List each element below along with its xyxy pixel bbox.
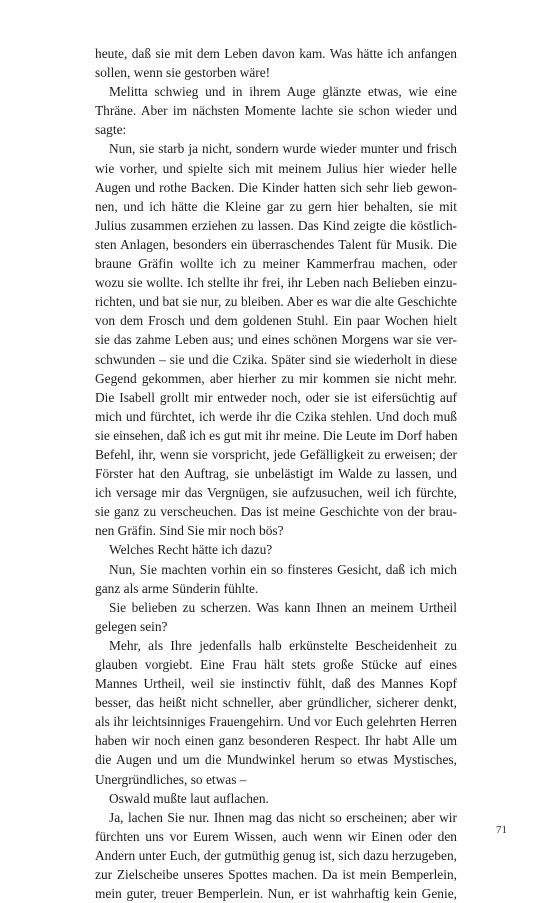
text-line: sten Anlagen, besonders ein überraschendes Talent für Musik. Die xyxy=(95,236,457,252)
text-line: Sie belieben zu scherzen. Was kann Ihnen an meinem Urtheil xyxy=(109,599,457,615)
text-line: Förster hat den Auftrag, sie unbelästigt im Walde zu lassen, und xyxy=(95,466,457,482)
text-line: braune Gräfin wollte ich zu meiner Kammerfrau machen, oder xyxy=(95,256,457,272)
body-text xyxy=(95,44,457,903)
text-line: besser, das heißt nicht schneller, aber gründlicher, sicherer denkt, xyxy=(95,695,457,711)
text-line: Ja, lachen Sie nur. Ihnen mag das nicht so erscheinen; aber wir xyxy=(109,809,457,825)
text-line: sie das zahme Leben aus; und eines schönen Morgens war sie ver- xyxy=(95,332,457,348)
text-line: Gegend gekommen, aber hierher zu mir kommen sie nicht mehr. xyxy=(95,370,457,386)
text-line: haben wir noch einen ganz besonderen Respect. Ihr habt Alle um xyxy=(95,733,457,749)
page-number: 71 xyxy=(496,824,507,836)
text-line: sollen, wenn sie gestorben wäre! xyxy=(95,65,271,81)
text-line: Befehl, ihr, wenn sie vorspricht, jede Gefälligkeit zu erweisen; der xyxy=(95,446,457,462)
text-line: ganz als arme Sünderin fühlte. xyxy=(95,580,259,596)
text-line: sie ganz zu verscheuchen. Das ist meine Geschichte von der brau- xyxy=(95,504,457,520)
text-line: Melitta schwieg und in ihrem Auge glänzte etwas, wie eine xyxy=(109,84,457,100)
text-line: Unergründliches, so etwas – xyxy=(95,771,247,787)
text-line: Welches Recht hätte ich dazu? xyxy=(109,542,273,558)
text-line: Mehr, als Ihre jedenfalls halb erkünstelte Bescheidenheit zu xyxy=(109,637,457,653)
text-line: von dem Frosch und dem goldenen Stuhl. Ein paar Wochen hielt xyxy=(95,313,457,329)
text-line: schwunden – sie und die Czika. Später sind sie wiederholt in diese xyxy=(95,351,457,367)
text-line: nen, und ich hätte die Kleine gar zu gern hier behalten, sie mit xyxy=(95,198,457,214)
text-line: sagte: xyxy=(95,122,127,138)
text-line: Julius zusammen erziehen zu lassen. Das Kind zeigte die köstlich- xyxy=(95,217,457,233)
text-line: ich versage mir das Vergnügen, sie aufzusuchen, weil ich fürchte, xyxy=(95,485,457,501)
text-line: Nun, sie starb ja nicht, sondern wurde wieder munter und frisch xyxy=(109,141,457,157)
text-line: mich und fürchtet, ich werde ihr die Czika stehlen. Und doch muß xyxy=(95,408,457,424)
text-line: heute, daß sie mit dem Leben davon kam. Was hätte ich anfangen xyxy=(95,46,457,61)
text-line: Thräne. Aber im nächsten Momente lachte sie schon wieder und xyxy=(95,103,457,119)
text-line: glauben vorgiebt. Eine Frau hält stets große Stücke auf eines xyxy=(95,657,457,672)
text-line: Augen und rothe Backen. Die Kinder hatten sich sehr lieb gewon- xyxy=(95,179,457,195)
text-line: richten, und bat sie nur, zu bleiben. Aber es war die alte Geschichte xyxy=(95,294,457,310)
text-line: wozu sie wollte. Ich stellte ihr frei, ihr Leben nach Belieben einzu- xyxy=(95,275,457,291)
text-line: gelegen sein? xyxy=(95,618,168,634)
text-line: Andern unter Euch, der gutmüthig genug ist, sich dazu herzugeben, xyxy=(95,847,457,863)
text-line: sie einsehen, daß ich es gut mit ihr meine. Die Leute im Dorf haben xyxy=(95,427,458,443)
text-line: zur Zielscheibe unseres Spottes machen. Da ist mein Bemperlein, xyxy=(95,867,457,883)
text-line: fürchten uns vor Eurem Wissen, auch wenn wir Einen oder den xyxy=(95,828,457,844)
text-line: wie vorher, und spielte sich mit meinem Julius hier wieder helle xyxy=(95,160,457,176)
text-line: Nun, Sie machten vorhin ein so finsteres Gesicht, daß ich mich xyxy=(109,561,457,577)
text-line: nen Gräfin. Sind Sie mir noch bös? xyxy=(95,523,284,539)
text-line: die Augen und um die Mundwinkel herum so etwas Mystisches, xyxy=(95,752,457,768)
text-line: Mannes Urtheil, weil sie instinctiv fühlt, daß des Mannes Kopf xyxy=(95,676,457,692)
text-line: Die Isabell grollt mir entweder noch, oder sie ist eifersüchtig auf xyxy=(95,389,457,405)
text-line: als ihr leichtsinniges Frauengehirn. Und vor Euch gelehrten Herren xyxy=(95,714,457,730)
text-line: Oswald mußte laut auflachen. xyxy=(109,790,269,806)
text-line: mein guter, treuer Bemperlein. Nun, er ist wahrhaftig kein Genie, xyxy=(95,886,457,902)
